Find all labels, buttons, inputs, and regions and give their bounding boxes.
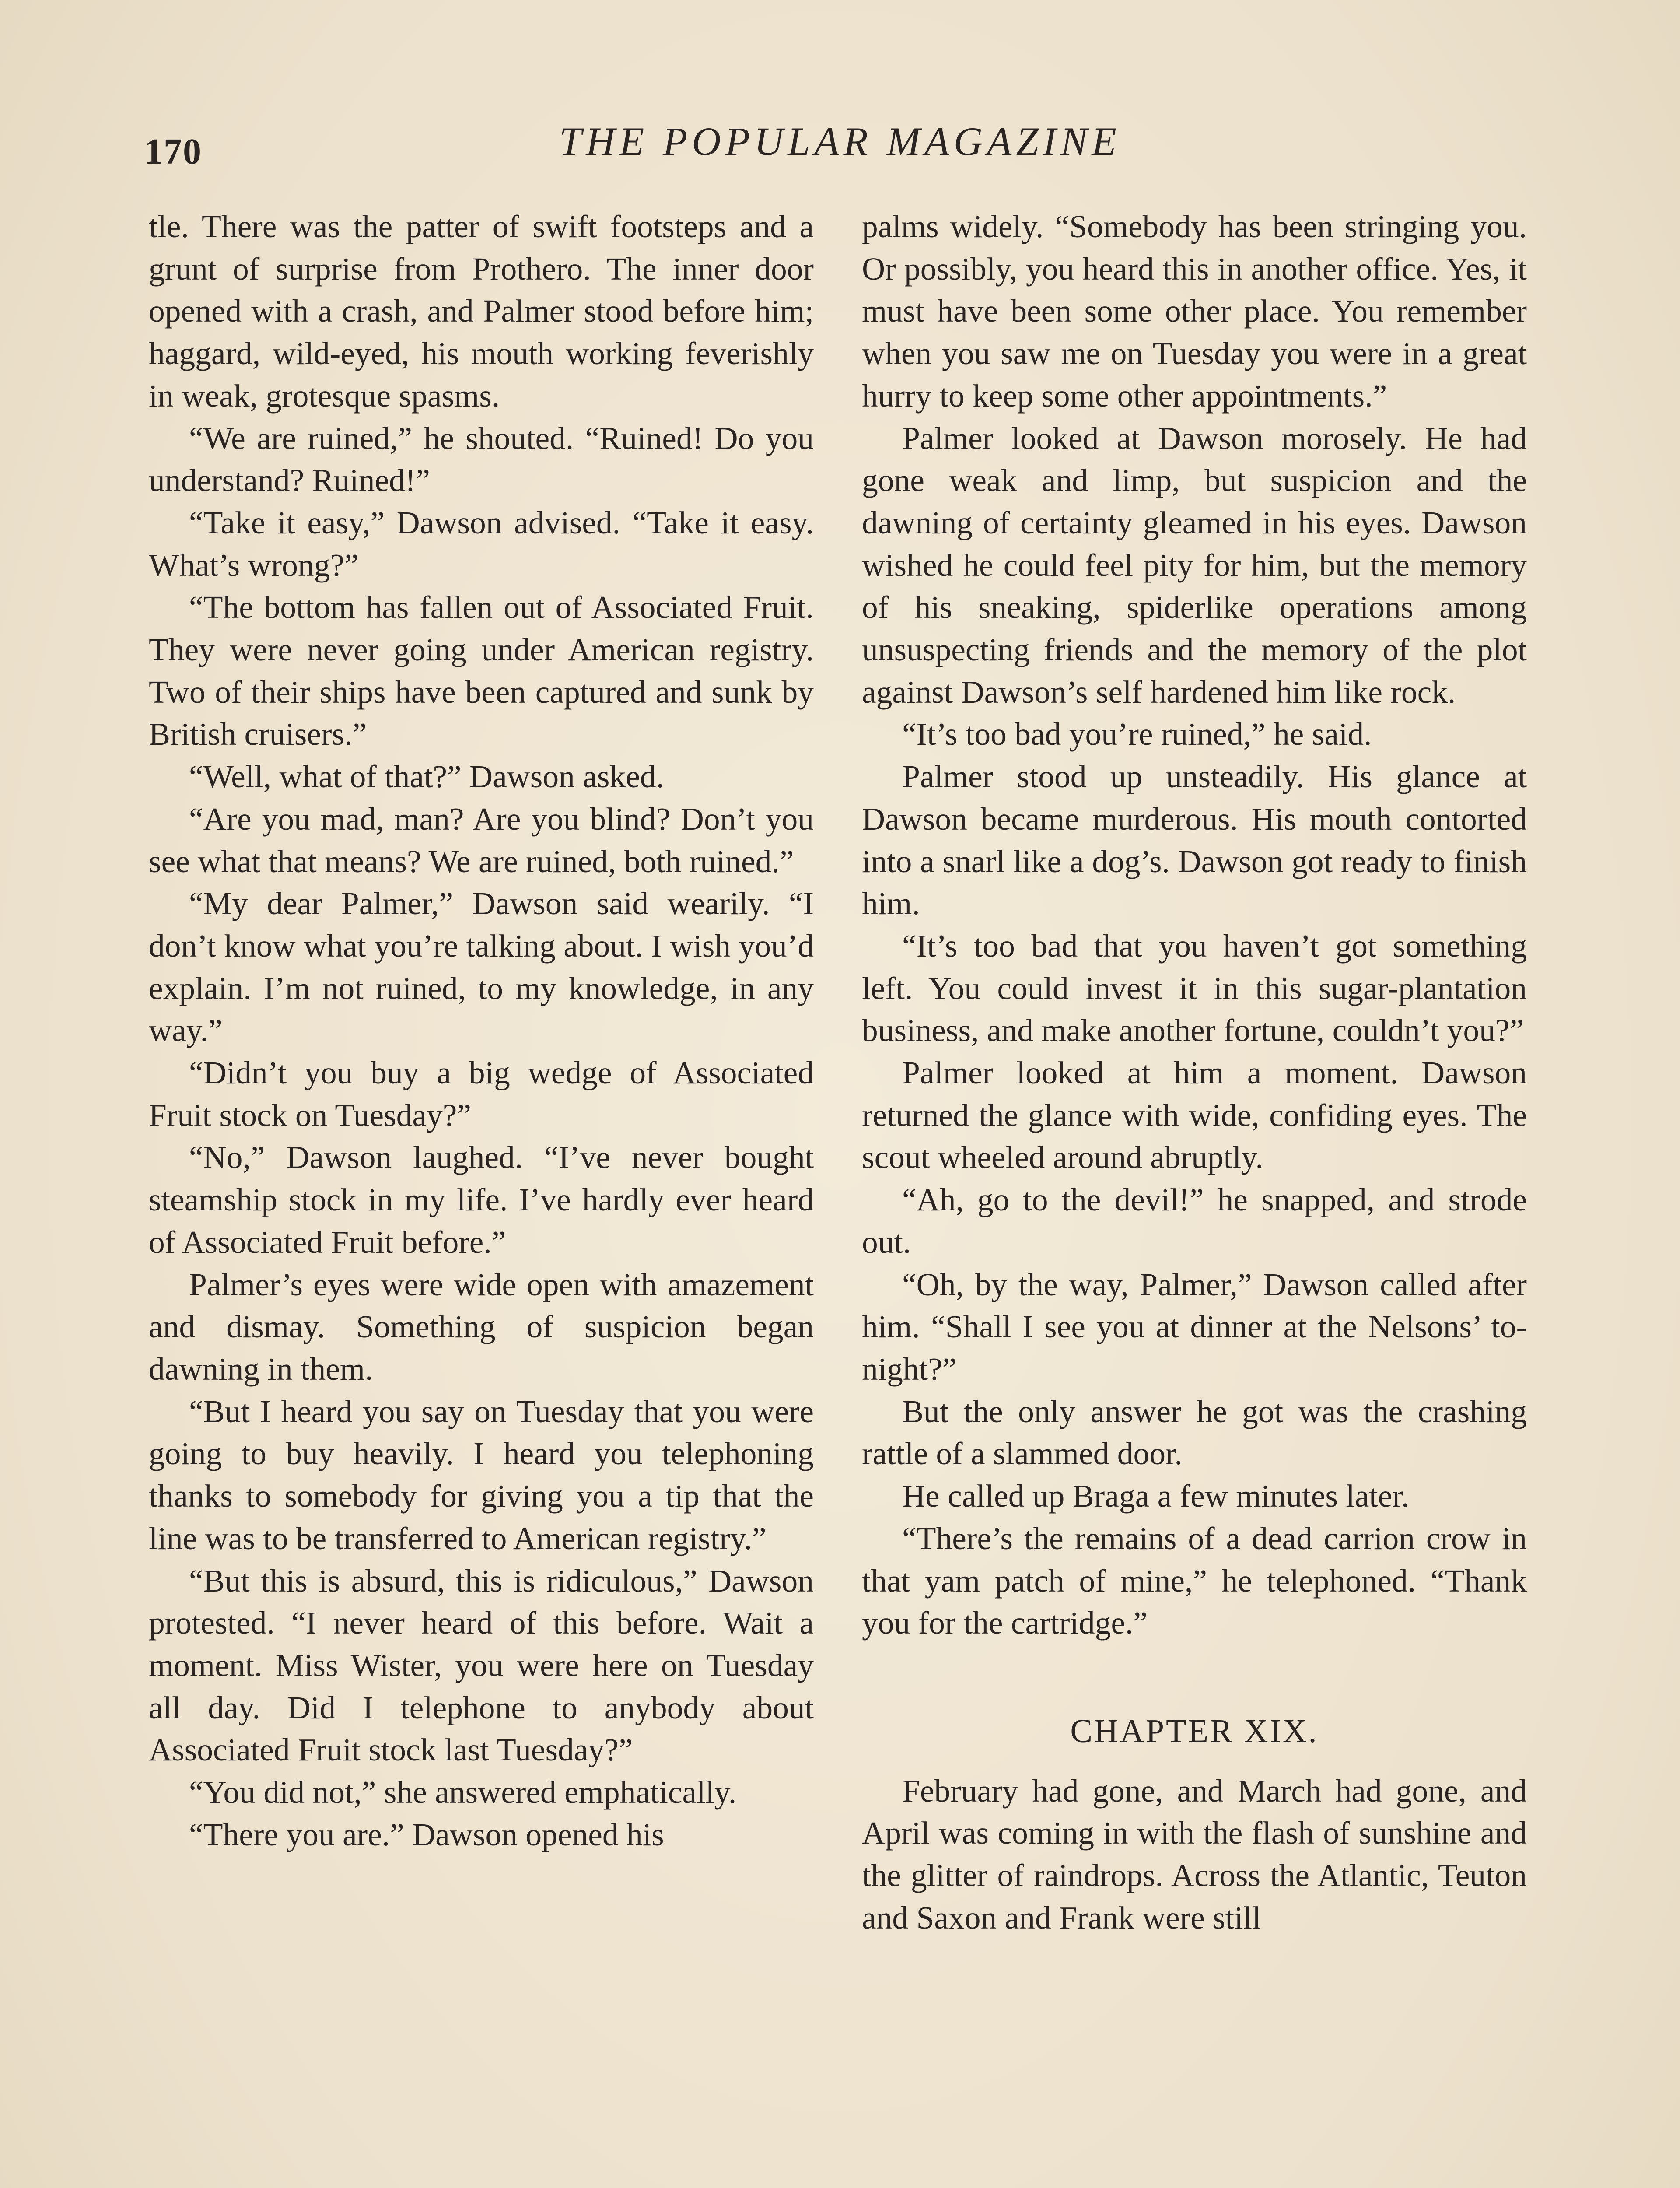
- left-column: [149, 206, 814, 1856]
- magazine-title: THE POPULAR MAGAZINE: [559, 119, 1121, 164]
- paragraph: “My dear Palmer,” Dawson said wearily. “I don’t know what you’re talking about. I wish you’d explain. I’m not ruined, to my knowledge, in any way.”: [149, 886, 814, 1048]
- paragraph: palms widely. “Somebody has been stringing you. Or possibly, you heard this in another office. Yes, it must have been some other place. You remember when you saw me on Tuesday you were in a great hurry to keep some other appointments.”: [862, 209, 1527, 414]
- paragraph: “Ah, go to the devil!” he snapped, and strode out.: [862, 1182, 1527, 1260]
- paragraph: “But this is absurd, this is ridiculous,” Dawson protested. “I never heard of this before. Wait a moment. Miss Wister, you were here on Tuesday all day. Did I telephone to anybody about Associated Fruit stock last Tuesday?”: [149, 1563, 814, 1768]
- paragraph: But the only answer he got was the crashing rattle of a slammed door.: [862, 1393, 1527, 1472]
- paragraph: February had gone, and March had gone, and April was coming in with the flash of sunshine and the glitter of raindrops. Across the Atlantic, Teuton and Saxon and Frank were still: [862, 1773, 1527, 1936]
- paragraph: “It’s too bad you’re ruined,” he said.: [902, 716, 1372, 752]
- paragraph: “It’s too bad that you haven’t got something left. You could invest it in this sugar-plantation business, and make another fortune, couldn’t you?”: [862, 928, 1527, 1048]
- paragraph: “Well, what of that?” Dawson asked.: [189, 759, 664, 795]
- page-header: [144, 118, 1536, 179]
- paragraph: “You did not,” she answered emphatically.: [189, 1774, 737, 1810]
- chapter-heading: CHAPTER XIX.: [1070, 1712, 1319, 1750]
- paragraph: “Oh, by the way, Palmer,” Dawson called after him. “Shall I see you at dinner at the Nelsons’ to-night?”: [862, 1266, 1527, 1387]
- paragraph: “Didn’t you buy a big wedge of Associated Fruit stock on Tuesday?”: [149, 1055, 814, 1133]
- paragraph: “We are ruined,” he shouted. “Ruined! Do you understand? Ruined!”: [149, 420, 814, 498]
- paragraph: “There you are.” Dawson opened his: [189, 1816, 664, 1852]
- paragraph: He called up Braga a few minutes later.: [902, 1478, 1410, 1514]
- right-column: [862, 206, 1527, 1939]
- paragraph: Palmer looked at him a moment. Dawson returned the glance with wide, confiding eyes. The scout wheeled around abruptly.: [862, 1055, 1527, 1175]
- paragraph: Palmer looked at Dawson morosely. He had gone weak and limp, but suspicion and the dawning of certainty gleamed in his eyes. Dawson wished he could feel pity for him, but the memory of his sneaking, spiderlike operations among unsuspecting friends and the memory of the plot against Dawson’s self hardened him like rock.: [862, 420, 1527, 710]
- paragraph: “Are you mad, man? Are you blind? Don’t you see what that means? We are ruined, both ruined.”: [149, 801, 814, 879]
- paragraph: Palmer stood up unsteadily. His glance at Dawson became murderous. His mouth contorted into a snarl like a dog’s. Dawson got ready to finish him.: [862, 759, 1527, 922]
- paragraph: “There’s the remains of a dead carrion crow in that yam patch of mine,” he telephoned. “Thank you for the cartridge.”: [862, 1520, 1527, 1641]
- paragraph: “But I heard you say on Tuesday that you were going to buy heavily. I heard you telephoning thanks to somebody for giving you a tip that the line was to be transferred to American registry.”: [149, 1393, 814, 1556]
- paragraph: tle. There was the patter of swift footsteps and a grunt of surprise from Prothero. The inner door opened with a crash, and Palmer stood before him; haggard, wild-eyed, his mouth working feverishly in weak, grotesque spasms.: [149, 209, 814, 414]
- paragraph: “The bottom has fallen out of Associated Fruit. They were never going under American registry. Two of their ships have been captured and sunk by British cruisers.”: [149, 589, 814, 752]
- paragraph: “No,” Dawson laughed. “I’ve never bought steamship stock in my life. I’ve hardly ever heard of Associated Fruit before.”: [149, 1140, 814, 1260]
- page-number: 170: [144, 131, 202, 172]
- paragraph: Palmer’s eyes were wide open with amazement and dismay. Something of suspicion began dawning in them.: [149, 1266, 814, 1387]
- paragraph: “Take it easy,” Dawson advised. “Take it easy. What’s wrong?”: [149, 505, 814, 583]
